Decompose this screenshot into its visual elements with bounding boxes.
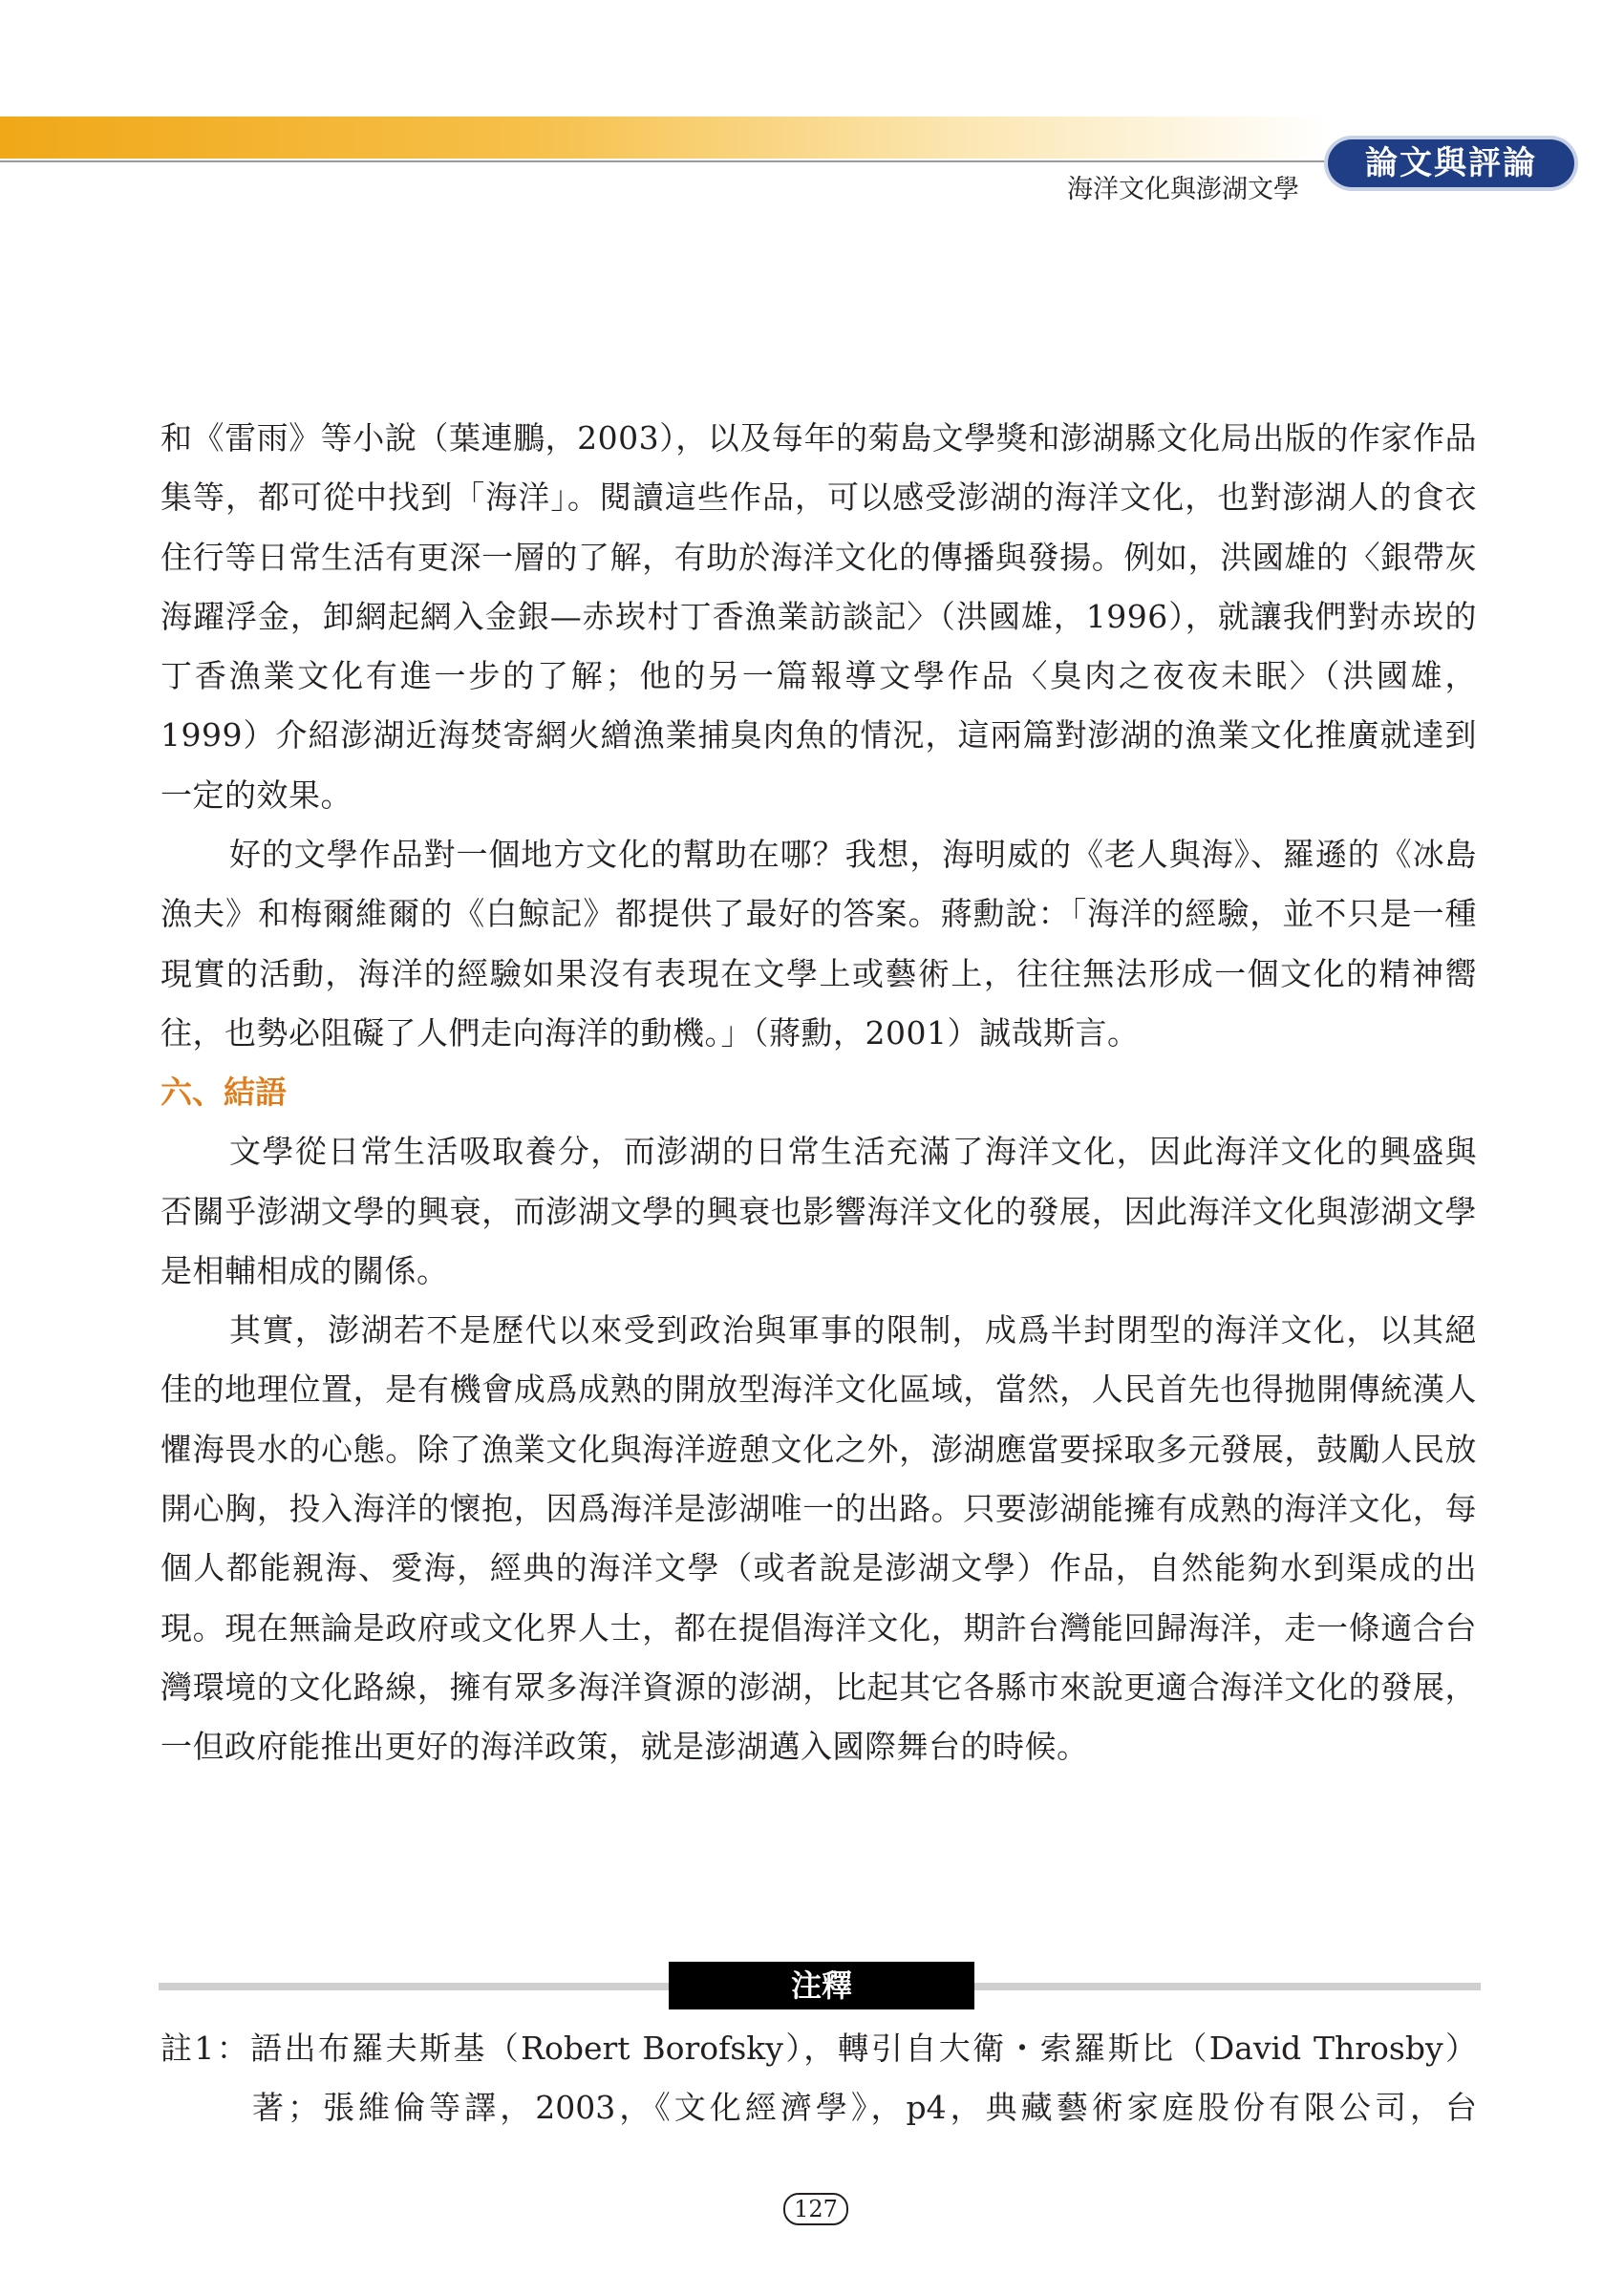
notes-divider — [159, 1954, 1481, 2015]
section-heading: 六、結語 — [160, 1074, 287, 1112]
header-rule — [0, 160, 1452, 162]
footnote-line: 註1：語出布羅夫斯基（Robert Borofsky），轉引自大衛・索羅斯比（David Throsby） — [160, 2030, 1477, 2067]
paragraph: 和《雷雨》等小說（葉連鵬，2003），以及每年的菊島文學獎和澎湖縣文化局出版的作家作品集等，都可從中找到「海洋」。閱讀這些作品，可以感受澎湖的海洋文化，也對澎湖人的食衣住行等日常生活有更深一層的了解，有助於海洋文化的傳播與發揚。例如，洪國雄的〈銀帶灰海躍浮金，卸網起網入金銀—赤崁村丁香漁業訪談記〉（洪國雄，1996），就讓我們對赤崁的丁香漁業文化有進一步的了解；他的另一篇報導文學作品〈臭肉之夜夜未眠〉（洪國雄，1999）介紹澎湖近海焚寄網火繒漁業捕臭肉魚的情況，這兩篇對澎湖的漁業文化推廣就達到一定的效果。 — [160, 419, 1477, 814]
footnotes — [160, 2019, 1477, 2137]
paragraph: 文學從日常生活吸取養分，而澎湖的日常生活充滿了海洋文化，因此海洋文化的興盛與否關乎澎湖文學的興衰，而澎湖文學的興衰也影響海洋文化的發展，因此海洋文化與澎湖文學是相輔相成的關係。 — [160, 1133, 1477, 1289]
notes-label: 注釋 — [669, 1962, 974, 2009]
paragraph: 好的文學作品對一個地方文化的幫助在哪？我想，海明威的《老人與海》、羅遜的《冰島漁夫》和梅爾維爾的《白鯨記》都提供了最好的答案。蔣勳說：「海洋的經驗，並不只是一種現實的活動，海洋的經驗如果沒有表現在文學上或藝術上，往往無法形成一個文化的精神嚮往，也勢必阻礙了人們走向海洋的動機。」（蔣勳，2001）誠哉斯言。 — [160, 836, 1477, 1052]
article-body — [160, 409, 1477, 1777]
running-head: 海洋文化與澎湖文學 — [1067, 175, 1299, 204]
footnote-line: 著；張維倫等譯，2003，《文化經濟學》，p4，典藏藝術家庭股份有限公司，台 — [252, 2089, 1477, 2126]
page-number: 127 — [783, 2193, 848, 2225]
section-tab: 論文與評論 — [1328, 139, 1574, 187]
paragraph: 其實，澎湖若不是歷代以來受到政治與軍事的限制，成爲半封閉型的海洋文化，以其絕佳的地理位置，是有機會成爲成熟的開放型海洋文化區域，當然，人民首先也得拋開傳統漢人懼海畏水的心態。除了漁業文化與海洋遊憩文化之外，澎湖應當要採取多元發展，鼓勵人民放開心胸，投入海洋的懷抱，因爲海洋是澎湖唯一的出路。只要澎湖能擁有成熟的海洋文化，每個人都能親海、愛海，經典的海洋文學（或者說是澎湖文學）作品，自然能夠水到渠成的出現。現在無論是政府或文化界人士，都在提倡海洋文化，期許台灣能回歸海洋，走一條適合台灣環境的文化路線，擁有眾多海洋資源的澎湖，比起其它各縣市來說更適合海洋文化的發展，一但政府能推出更好的海洋政策，就是澎湖邁入國際舞台的時候。 — [160, 1311, 1477, 1766]
header-color-band — [0, 117, 1328, 159]
